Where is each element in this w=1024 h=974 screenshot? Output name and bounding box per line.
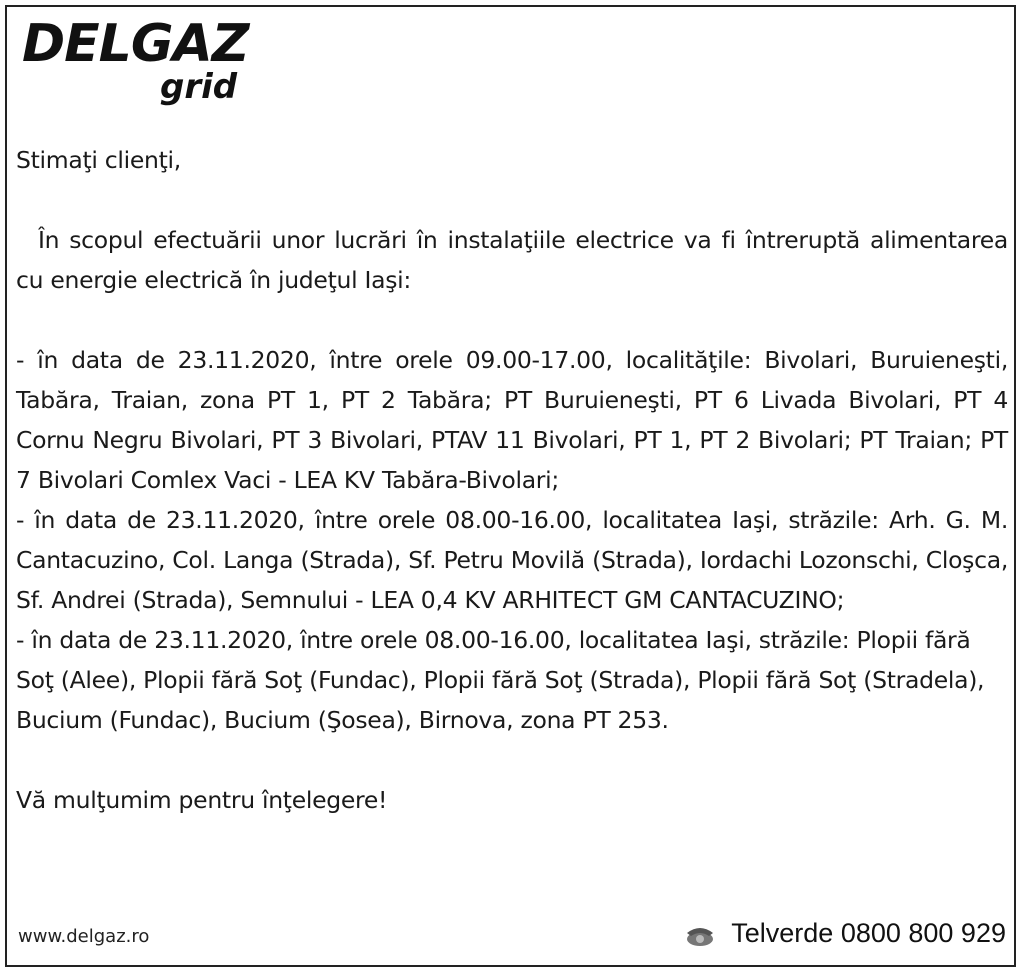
closing-line: Vă mulţumim pentru înţelegere! bbox=[16, 786, 388, 814]
logo-main-text: DELGAZ bbox=[22, 14, 249, 74]
phone-number[interactable]: Telverde 0800 800 929 bbox=[731, 918, 1006, 948]
telephone-icon bbox=[685, 923, 715, 945]
intro-paragraph: În scopul efectuării unor lucrări în instalaţiile electrice va fi întreruptă alimentarea cu energie electrică în judeţul Iaşi: bbox=[16, 226, 1008, 294]
delgaz-grid-logo bbox=[22, 14, 262, 118]
outage-item-2: - în data de 23.11.2020, între orele 08.00-16.00, localitatea Iaşi, străzile: Arh. G. M. Cantacuzino, Col. Langa (Strada), Sf. Petru Movilă (Strada), Iordachi Lozonschi, Cloşca, Sf. Andrei (Strada), Semnului - LEA 0,4 KV ARHITECT GM CANTACUZINO; bbox=[16, 506, 1008, 614]
website-link[interactable]: www.delgaz.ro bbox=[18, 926, 150, 947]
outage-item-3: - în data de 23.11.2020, între orele 08.00-16.00, localitatea Iaşi, străzile: Plopii fără Soţ (Alee), Plopii fără Soţ (Fundac), Plopii fără Soţ (Strada), Plopii fără Soţ (Stradela), Bucium (Fundac), Bucium (Şosea), Birnova, zona PT 253. bbox=[16, 626, 985, 734]
logo-sub-text: grid bbox=[160, 67, 238, 107]
phone-block bbox=[685, 918, 1006, 949]
greeting: Stimaţi clienţi, bbox=[16, 146, 181, 174]
notice-body bbox=[16, 140, 1008, 820]
outage-item-1: - în data de 23.11.2020, între orele 09.00-17.00, localităţile: Bivolari, Buruieneşti, Tabăra, Traian, zona PT 1, PT 2 Tabăra; PT Buruieneşti, PT 6 Livada Bivolari, PT 4 Cornu Negru Bivolari, PT 3 Bivolari, PTAV 11 Bivolari, PT 1, PT 2 Bivolari; PT Traian; PT 7 Bivolari Comlex Vaci - LEA KV Tabăra-Bivolari; bbox=[16, 346, 1008, 494]
